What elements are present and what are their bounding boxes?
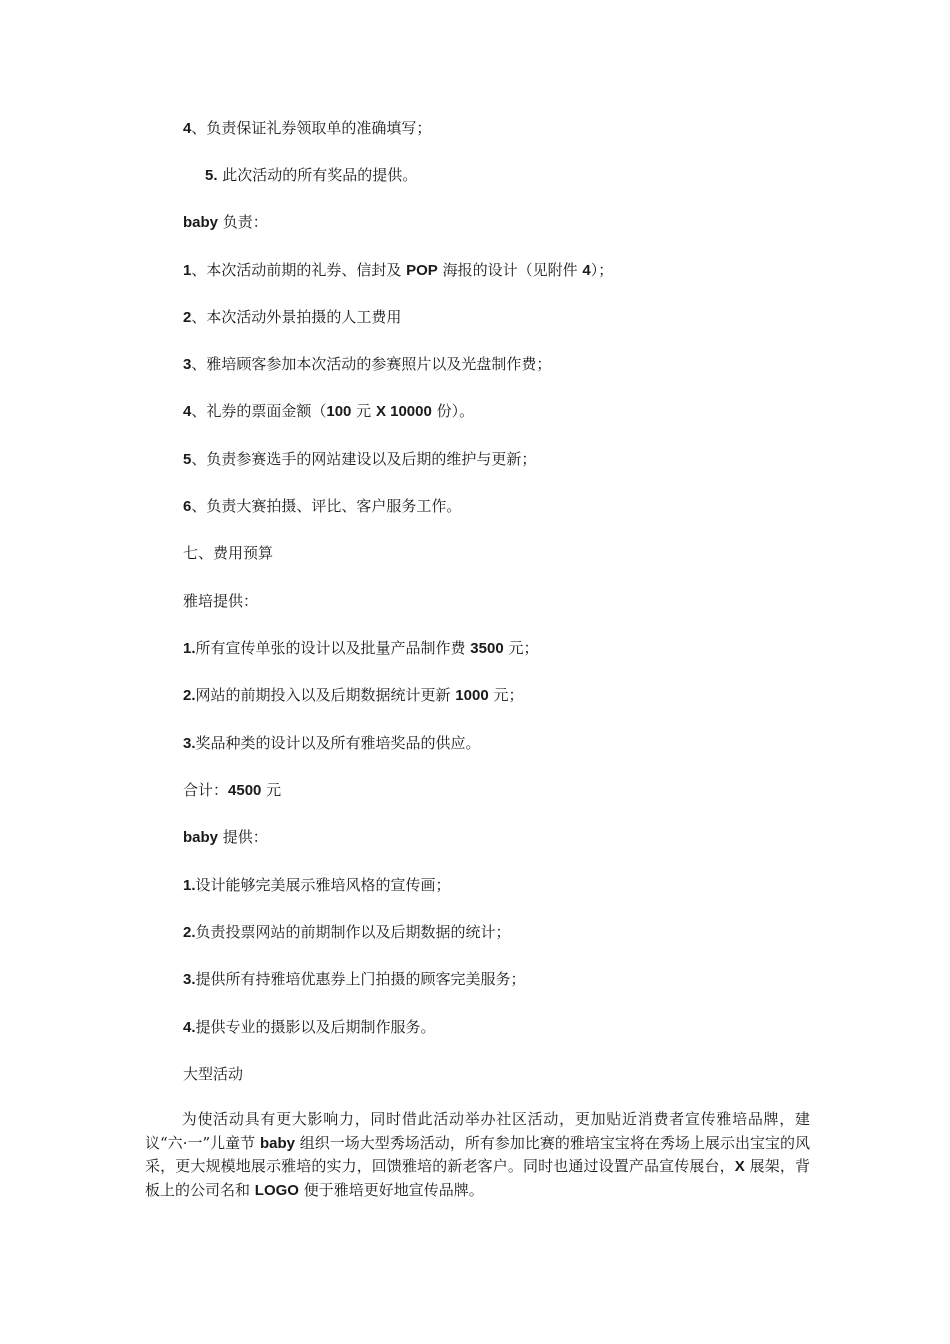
total-label: 合计：	[183, 781, 229, 799]
heading-text: 负责：	[218, 213, 268, 231]
item-value: X 10000	[375, 403, 432, 420]
para-text: 展架，背板上的公司名和	[145, 1157, 810, 1199]
item-text: 元；	[488, 686, 524, 704]
subheading-baby-provides	[183, 827, 268, 848]
line-item-1	[183, 260, 613, 281]
body-paragraph	[145, 1108, 810, 1202]
budget-item-2	[183, 685, 523, 706]
item-text: 、雅培顾客参加本次活动的参赛照片以及光盘制作费；	[191, 355, 552, 373]
item-number: 1.	[183, 877, 196, 894]
item-value: 3500	[470, 640, 504, 657]
item-number: 5.	[205, 167, 218, 184]
item-text: 份）。	[431, 402, 475, 420]
item-text: 元	[351, 402, 376, 420]
budget-item-3	[183, 733, 481, 754]
item-text: 所有宣传单张的设计以及批量产品制作费	[195, 639, 471, 657]
baby-item-3	[183, 969, 526, 990]
item-number: 2.	[183, 687, 196, 704]
total-value: 4500	[228, 782, 262, 799]
para-text: 为使活动具有更大影响力，同时借此活动举办社区活动，更加贴近消费者宣传雅培品牌，建议“六·一”儿童节	[145, 1110, 810, 1152]
item-text: 、负责保证礼券领取单的准确填写；	[191, 119, 432, 137]
line-item-6	[183, 496, 461, 517]
heading-brand: baby	[183, 214, 219, 231]
section-heading-text: 七、费用预算	[183, 544, 274, 562]
line-item-4	[183, 118, 431, 139]
baby-item-2	[183, 922, 511, 943]
subheading-text: 雅培提供：	[183, 592, 259, 610]
line-item-5	[205, 165, 417, 186]
item-number: 6	[183, 498, 192, 515]
item-number: 4	[183, 120, 192, 137]
budget-total	[183, 780, 281, 801]
baby-item-1	[183, 875, 451, 896]
item-text: 提供专业的摄影以及后期制作服务。	[195, 1018, 436, 1036]
section-heading-large-event	[183, 1064, 243, 1084]
item-text: 、负责参赛选手的网站建设以及后期的维护与更新；	[191, 450, 537, 468]
item-number: 3	[183, 356, 192, 373]
item-text: 海报的设计（见附件	[437, 261, 583, 279]
item-value: 100	[326, 403, 352, 420]
heading-baby-responsible	[183, 212, 268, 233]
item-number: 1	[183, 262, 192, 279]
para-text: 组织一场大型秀场活动，所有参加比赛的雅培宝宝将在秀场上展示出宝宝的风采，更大规模地展示雅培的实力，回馈雅培的新老客户。同时也通过设置产品宣传展台，	[145, 1133, 810, 1175]
item-number: 4	[183, 403, 192, 420]
section-heading-budget	[183, 543, 273, 563]
line-item-4b	[183, 401, 474, 422]
budget-item-1	[183, 638, 538, 659]
item-text: 、本次活动外景拍摄的人工费用	[191, 308, 402, 326]
para-term: LOGO	[254, 1181, 299, 1199]
item-value: 1000	[455, 687, 489, 704]
para-text: 便于雅培更好地宣传品牌。	[298, 1180, 484, 1199]
item-text: 提供所有持雅培优惠券上门拍摄的顾客完美服务；	[195, 970, 526, 988]
para-term: X	[734, 1158, 745, 1175]
item-number-ref: 4	[582, 262, 591, 279]
item-text: 、负责大赛拍摄、评比、客户服务工作。	[191, 497, 462, 515]
line-item-5b	[183, 449, 536, 470]
item-number: 1.	[183, 640, 196, 657]
item-number: 3.	[183, 971, 196, 988]
item-number: 4.	[183, 1019, 196, 1036]
item-text: 、本次活动前期的礼券、信封及	[191, 261, 407, 279]
heading-brand: baby	[183, 829, 219, 846]
item-text: 此次活动的所有奖品的提供。	[217, 166, 418, 184]
total-unit: 元	[261, 781, 282, 799]
item-number: 3.	[183, 735, 196, 752]
item-text: 负责投票网站的前期制作以及后期数据的统计；	[195, 923, 511, 941]
item-text: ）；	[590, 261, 614, 279]
subheading-text: 提供：	[218, 828, 268, 846]
item-number: 2.	[183, 924, 196, 941]
item-text: 奖品种类的设计以及所有雅培奖品的供应。	[195, 734, 481, 752]
line-item-3	[183, 354, 551, 375]
item-number: 2	[183, 309, 192, 326]
baby-item-4	[183, 1017, 436, 1038]
item-text: 元；	[503, 639, 539, 657]
item-text: 网站的前期投入以及后期数据统计更新	[195, 686, 456, 704]
item-number: 5	[183, 451, 192, 468]
item-text: 设计能够完美展示雅培风格的宣传画；	[195, 876, 451, 894]
para-brand: baby	[259, 1134, 295, 1152]
subheading-abbott-provides	[183, 591, 258, 611]
line-item-2	[183, 307, 401, 328]
section-heading-text: 大型活动	[183, 1065, 244, 1083]
item-term: POP	[406, 262, 438, 279]
item-text: 、礼券的票面金额（	[191, 402, 327, 420]
